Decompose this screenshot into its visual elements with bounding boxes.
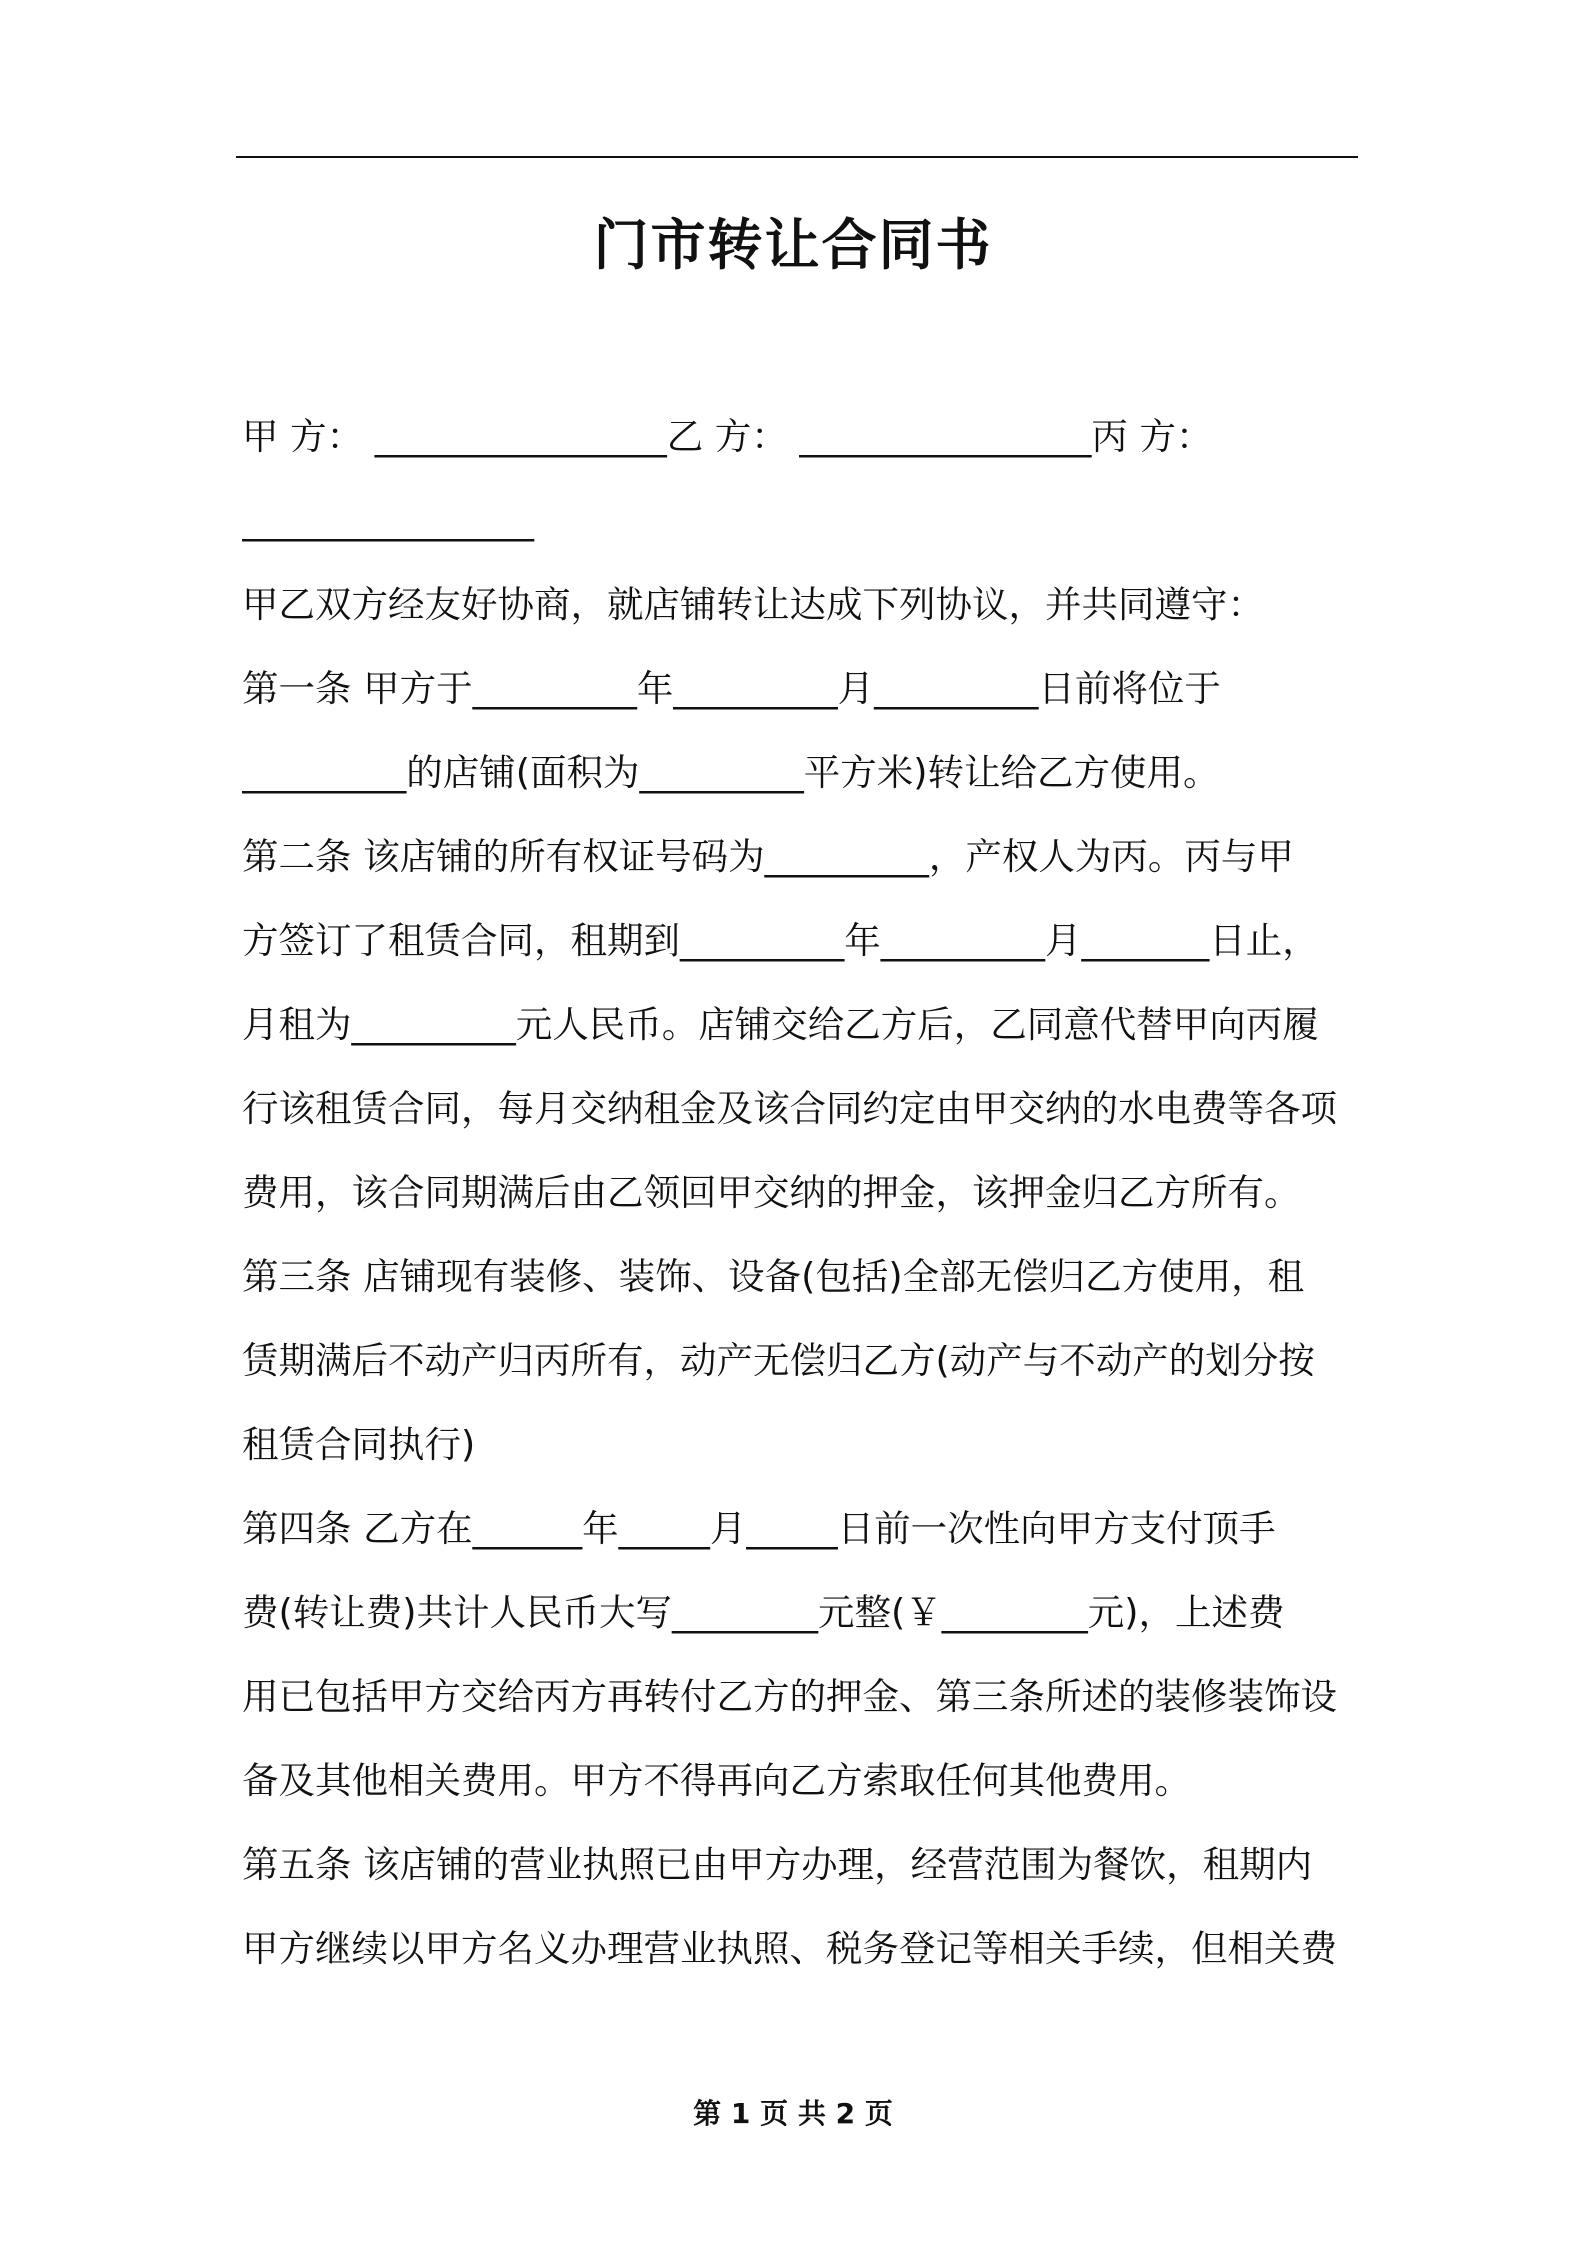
party-line-blank: ________________	[242, 499, 534, 542]
page-number: 第 1 页 共 2 页	[693, 2097, 893, 2130]
party-line: 甲 方： ________________乙 方： ________________丙 方：	[242, 415, 1213, 458]
contract-body	[242, 395, 1362, 1991]
clause-2-line-4: 行该租赁合同，每月交纳租金及该合同约定由甲交纳的水电费等各项	[242, 1087, 1337, 1130]
clause-2-line-3: 月租为_________元人民币。店铺交给乙方后，乙同意代替甲向丙履	[242, 1003, 1319, 1046]
clause-5-line-1: 第五条 该店铺的营业执照已由甲方办理，经营范围为餐饮，租期内	[242, 1843, 1313, 1886]
clause-4-line-3: 用已包括甲方交给丙方再转付乙方的押金、第三条所述的装修装饰设	[242, 1675, 1337, 1718]
clause-2-line-1: 第二条 该店铺的所有权证号码为_________，产权人为丙。丙与甲	[242, 835, 1294, 878]
clause-3-line-2: 赁期满后不动产归丙所有，动产无偿归乙方(动产与不动产的划分按	[242, 1339, 1315, 1382]
clause-3-line-1: 第三条 店铺现有装修、装饰、设备(包括)全部无偿归乙方使用，租	[242, 1255, 1305, 1298]
preamble: 甲乙双方经友好协商，就店铺转让达成下列协议，并共同遵守：	[242, 583, 1264, 626]
clause-1-line-2: _________的店铺(面积为_________平方米)转让给乙方使用。	[242, 751, 1220, 794]
document-title: 门市转让合同书	[593, 213, 993, 277]
clause-4-line-2: 费(转让费)共计人民币大写________元整(￥________元)，上述费	[242, 1591, 1285, 1634]
clause-2-line-2: 方签订了租赁合同，租期到_________年_________月_______日止，	[242, 919, 1319, 962]
clause-5-line-2: 甲方继续以甲方名义办理营业执照、税务登记等相关手续，但相关费	[242, 1927, 1337, 1970]
header-rule	[236, 156, 1358, 158]
clause-3-line-3: 租赁合同执行)	[242, 1423, 476, 1466]
clause-2-line-5: 费用，该合同期满后由乙领回甲交纳的押金，该押金归乙方所有。	[242, 1171, 1301, 1214]
clause-4-line-1: 第四条 乙方在______年_____月_____日前一次性向甲方支付顶手	[242, 1507, 1276, 1550]
clause-4-line-4: 备及其他相关费用。甲方不得再向乙方索取任何其他费用。	[242, 1759, 1191, 1802]
clause-1-line-1: 第一条 甲方于_________年_________月_________日前将位于	[242, 667, 1221, 710]
